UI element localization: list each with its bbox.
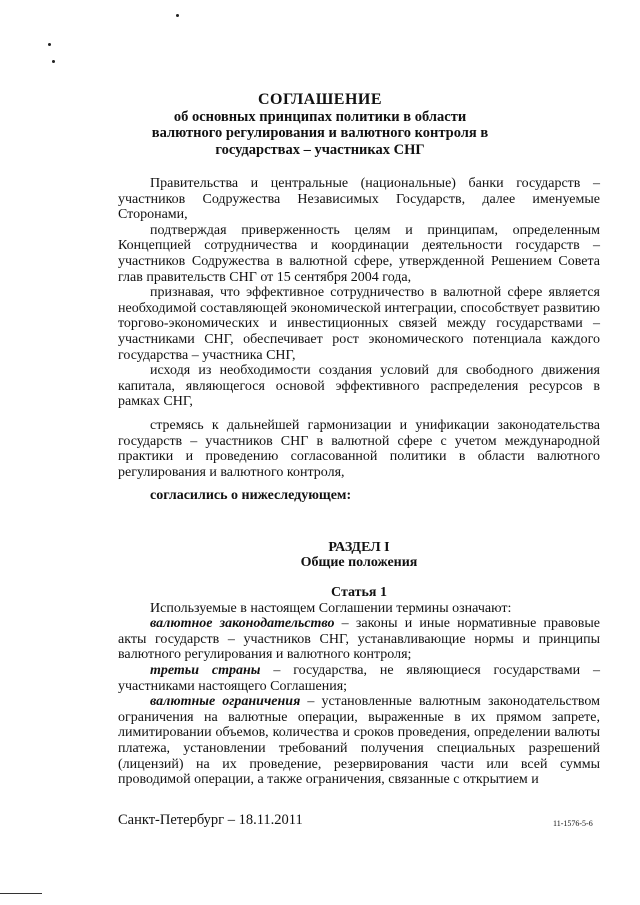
defined-term: валютные ограничения: [150, 694, 301, 710]
definition-1: [118, 616, 600, 663]
footer-place-date: Санкт-Петербург – 18.11.2011: [118, 812, 303, 828]
document-body: [118, 176, 600, 788]
definition-3: [118, 694, 600, 788]
article-intro: Используемые в настоящем Соглашении термины означают:: [150, 600, 512, 616]
scan-speck: [176, 14, 179, 17]
scan-speck: [52, 60, 55, 63]
definition-text: – государства, не являющиеся государствами – участниками настоящего Соглашения;: [118, 663, 600, 694]
definition-2: [118, 663, 600, 694]
preamble-paragraph-3: признавая, что эффективное сотрудничество в валютной сфере является необходимой составляющей экономической интеграции, способствует развитию торгово-экономических и инвестиционных связей между государствами – участниками СНГ, обеспечивает рост экономического потенциала каждого государства – участника СНГ,: [118, 285, 600, 363]
title-line-1: СОГЛАШЕНИЕ: [257, 91, 383, 108]
agreement-statement: согласились о нижеследующем:: [150, 488, 352, 504]
preamble-paragraph-2: подтверждая приверженность целям и принципам, определенным Концепцией сотрудничества и координации деятельности государств – участников Содружества в валютной сфере, утвержденной Решением Совета глав правительств СНГ от 15 сентября 2004 года,: [118, 222, 600, 285]
defined-term: валютное законодательство: [150, 616, 335, 632]
title-line-2: об основных принципах политики в области: [173, 108, 467, 125]
document-title: [0, 92, 640, 158]
scan-edge-line: [0, 893, 42, 894]
definition-text: – установленные валютным законодательством ограничения на валютные операции, выраженные в их прямом запрете, лимитировании объемов, количества и сроков проведения, определении валюты платежа, установлении требований получения специальных разрешений (лицензий) на их проведение, резервирования части или всей суммы проводимой операции, а также ограничения, связанные с открытием и: [118, 694, 600, 788]
scan-speck: [48, 43, 51, 46]
footer-document-code: 11-1576-5-6: [553, 819, 593, 828]
section-subtitle: Общие положения: [300, 555, 418, 571]
title-line-4: государствах – участниках СНГ: [215, 141, 425, 158]
definition-text: – законы и иные нормативные правовые акты государств – участников СНГ, устанавливающие нормы и принципы валютного регулирования и валютного контроля;: [118, 616, 601, 663]
title-line-3: валютного регулирования и валютного контроля в: [151, 125, 489, 141]
article-title: Статья 1: [331, 585, 387, 601]
preamble-paragraph-1: Правительства и центральные (национальные) банки государств – участников Содружества Независимых Государств, далее именуемые Сторонами,: [118, 176, 600, 223]
defined-term: третьи страны: [150, 663, 261, 679]
section-title: РАЗДЕЛ I: [328, 539, 390, 555]
preamble-paragraph-4: исходя из необходимости создания условий для свободного движения капитала, являющегося основой эффективного распределения ресурсов в рамках СНГ,: [118, 363, 600, 410]
preamble-paragraph-5: стремясь к дальнейшей гармонизации и унификации законодательства государств – участников СНГ в валютной сфере с учетом международной практики и проведению согласованной политики в области валютного регулирования и валютного контроля,: [118, 417, 600, 480]
